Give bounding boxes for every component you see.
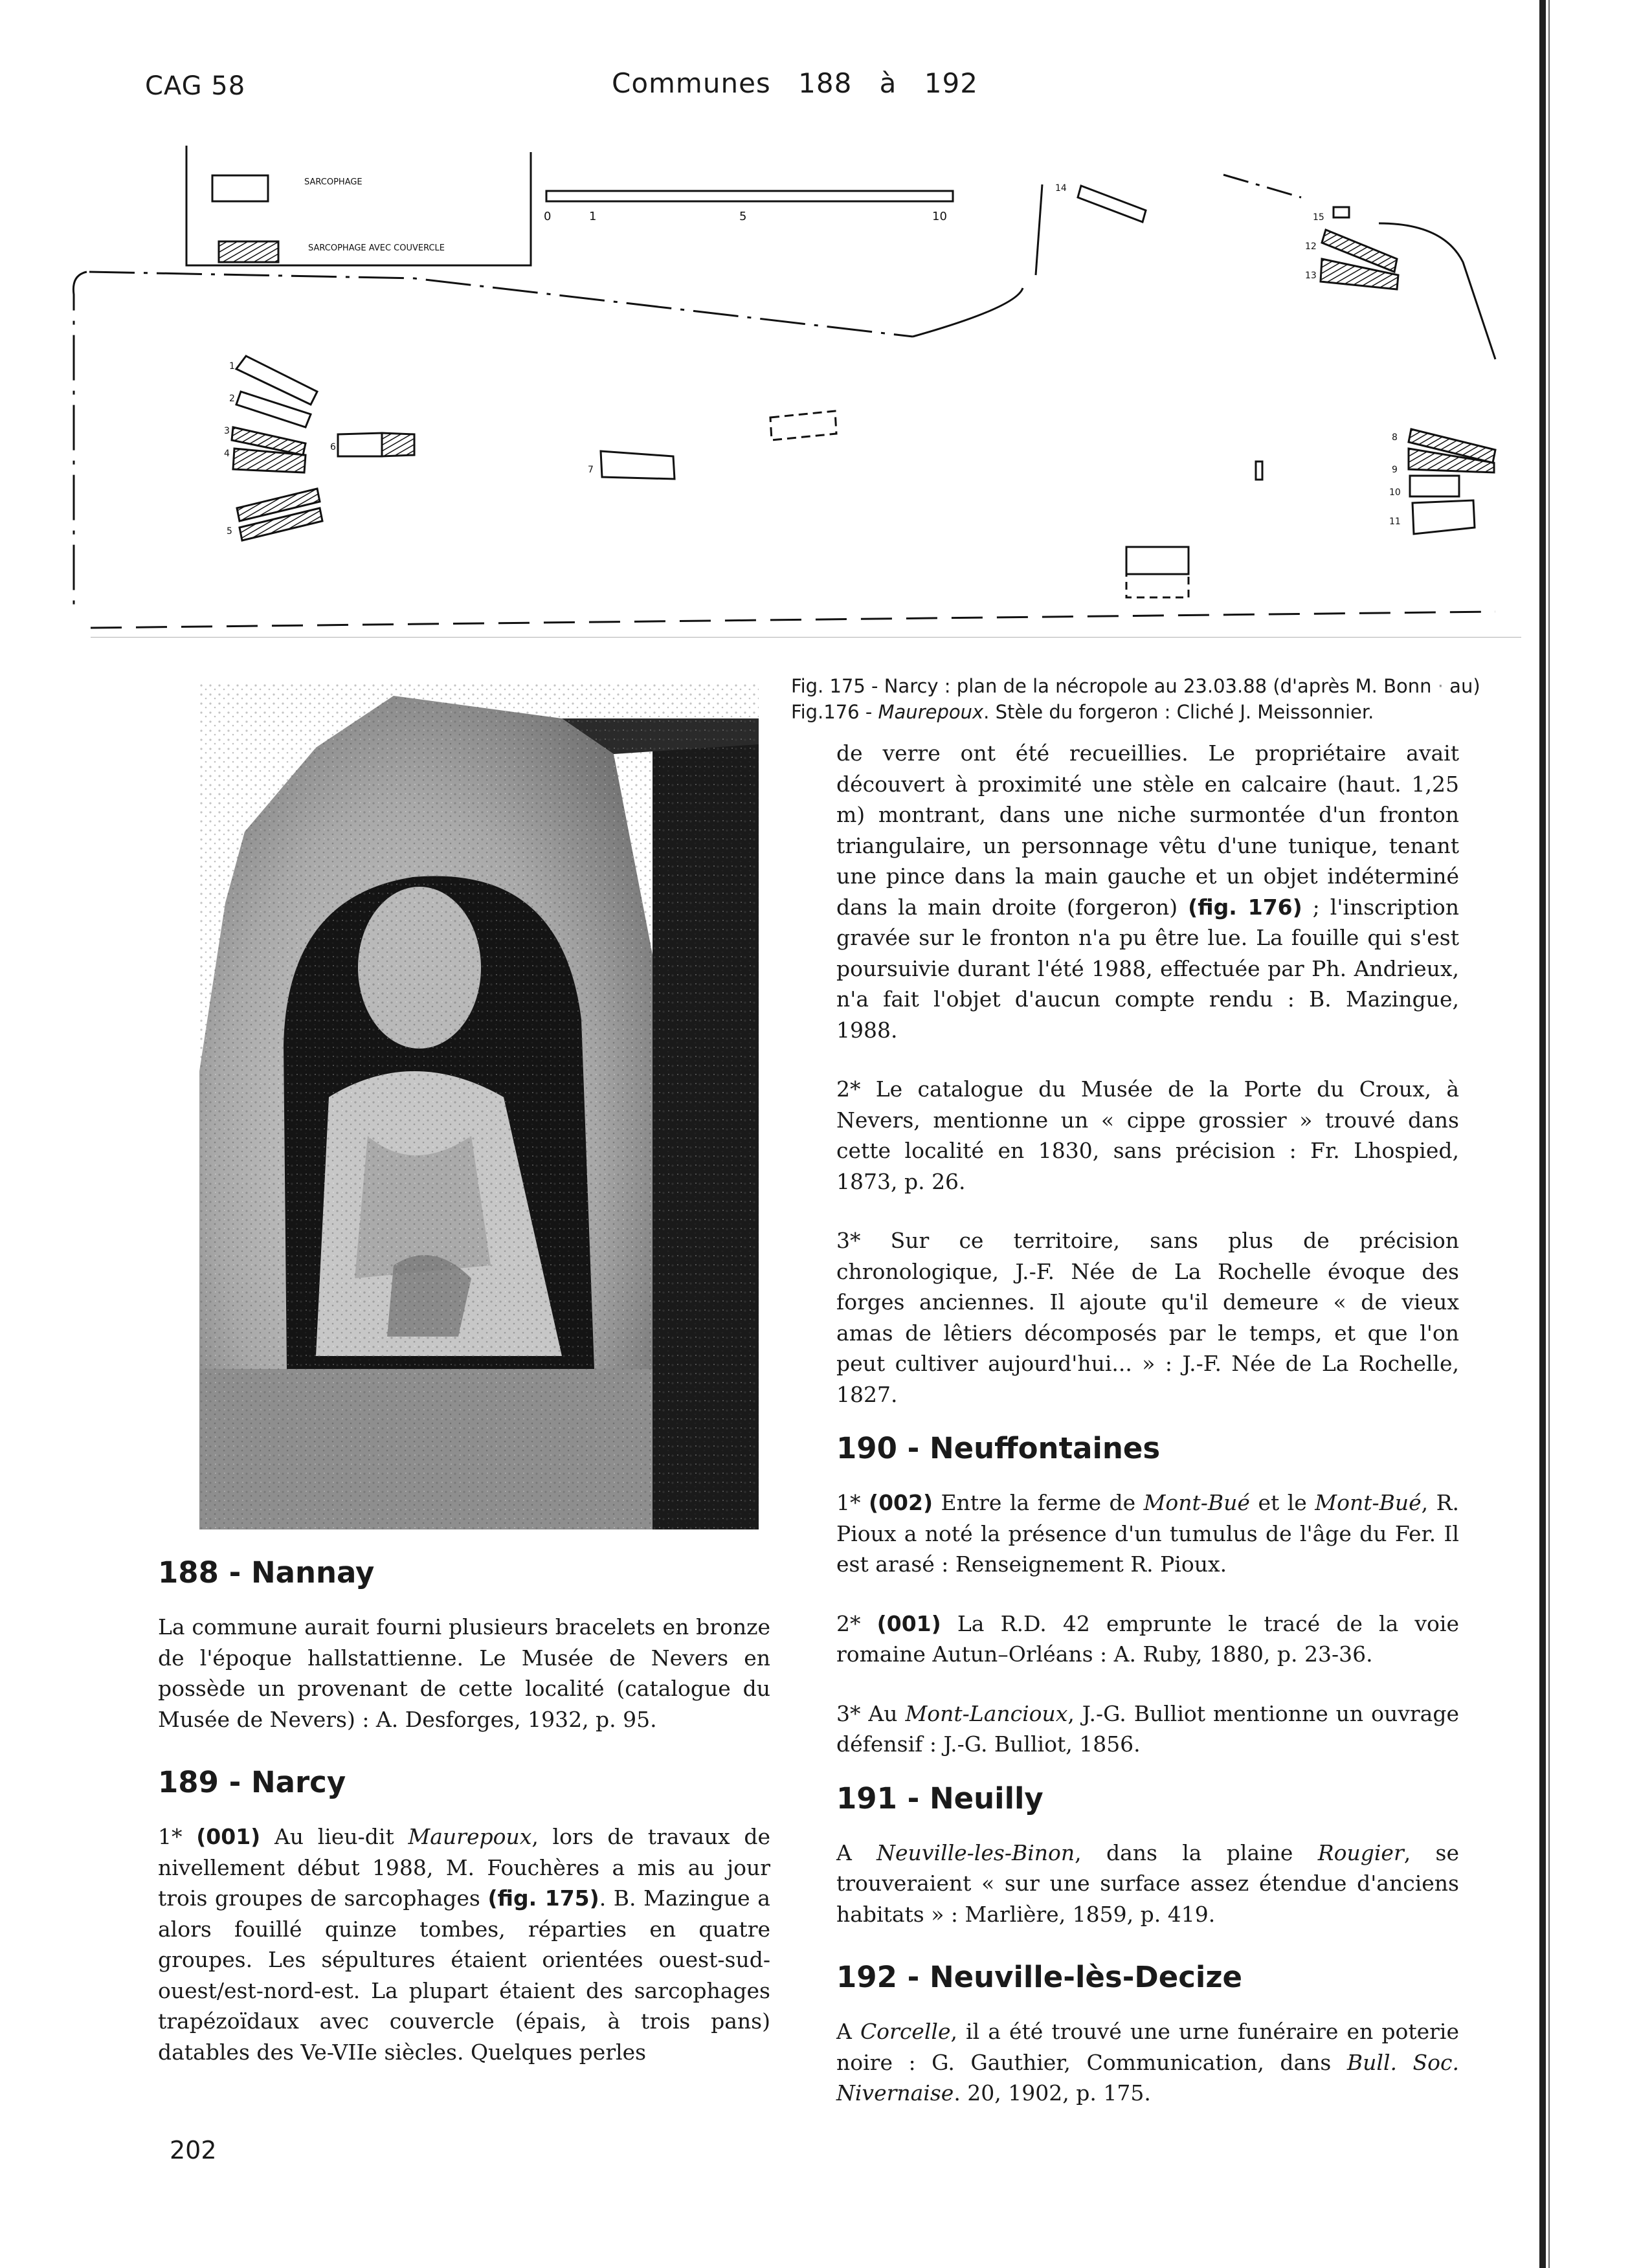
tomb-2 [236,392,311,427]
tomb-number-15: 15 [1313,212,1324,223]
section-191-text: A Neuville-les-Binon, dans la plaine Rougier, se trouveraient « sur une surface assez étendue d'anciens habitats » : Marlière, 1859, p. 419. [836,1840,1459,1927]
section-188-text: La commune aurait fourni plusieurs bracelets en bronze de l'époque hallstattienne. Le Musée de Nevers en possède un provenant de cette localité (catalogue du Musée de Nevers) : A. Desforges, 1932, p. 95. [158,1614,770,1732]
tomb-1 [236,356,317,405]
tomb-number-12: 12 [1305,241,1317,252]
legend-sarcophage-symbol [212,175,268,201]
tomb-number-10: 10 [1389,487,1401,498]
section-189-continuation: de verre ont été recueillies. Le propriétaire avait découvert à proximité une stèle en calcaire (haut. 1,25 m) montrant, dans une niche surmontée d'un fronton triangulaire, un personnage vêtu d'une tunique, tenant une pince dans la main gauche et un objet indéterminé dans la main droite (forgeron) (fig. 176) ; l'inscription gravée sur le fronton n'a pu être lue. La fouille qui s'est poursuivie durant l'été 1988, effectuée par Ph. Andrieux, n'a fait l'objet d'aucun compte rendu : B. Mazingue, 1988. [836,740,1460,1043]
section-192-title: 192 - Neuville-lès-Decize [836,1960,1243,1994]
page-edge-shadow [1539,0,1546,2268]
enclosure-boundary [73,272,87,612]
caption-fig-175: Fig. 175 - Narcy : plan de la nécropole au 23.03.88 (d'après M. Bonn · au) [791,675,1480,697]
legend-couvercle-label: SARCOPHAGE AVEC COUVERCLE [308,243,445,253]
figure-captions [791,673,1542,725]
section-192-text: A Corcelle, il a été trouvé une urne funéraire en poterie noire : G. Gauthier, Communication, dans Bull. Soc. Nivernaise. 20, 1902, p. 175. [836,2019,1459,2106]
tomb-number-1: 1 [229,361,235,372]
section-188-title: 188 - Nannay [158,1555,375,1590]
running-header-center: Communes 188 à 192 [612,67,978,99]
tomb-bottom [1126,547,1189,574]
caption-fig-176: Fig.176 - Maurepoux. Stèle du forgeron : Cliché J. Meissonnier. [791,701,1374,723]
scale-label-0: 0 [544,210,552,223]
page-number: 202 [170,2136,217,2164]
tomb-number-3: 3 [224,426,230,436]
section-190-paragraph-2: 2* (001) La R.D. 42 emprunte le tracé de la voie romaine Autun–Orléans : A. Ruby, 1880, p. 23-36. [836,1610,1460,1667]
tomb-number-9: 9 [1392,465,1398,475]
section-190-paragraph-3: 3* Au Mont-Lancioux, J.-G. Bulliot mentionne un ouvrage défensif : J.-G. Bulliot, 1856. [836,1700,1459,1757]
scale-label-5: 5 [739,210,747,223]
legend-couvercle-symbol [219,241,278,262]
scale-bar [546,191,953,201]
tomb-number-6: 6 [330,442,336,452]
tomb-bottom-dashed [1126,574,1189,597]
tomb-number-4: 4 [224,449,230,459]
right-column [836,738,1459,2109]
tomb-11 [1412,500,1475,534]
section-190-title: 190 - Neuffontaines [836,1431,1161,1465]
tomb-small [1256,461,1262,480]
section-190-paragraph-1: 1* (002) Entre la ferme de Mont-Bué et le Mont-Bué, R. Pioux a noté la présence d'un tumulus de l'âge du Fer. Il est arasé : Renseignement R. Pioux. [836,1490,1459,1577]
tomb-15 [1334,207,1349,217]
scale-label-1: 1 [589,210,597,223]
section-189-paragraph-2: 2* Le catalogue du Musée de la Porte du Croux, à Nevers, mentionne un « cippe grossier » trouvé dans cette localité en 1830, sans précision : Fr. Lhospied, 1873, p. 26. [836,1076,1459,1194]
running-header-left: CAG 58 [145,71,246,101]
tomb-number-8: 8 [1392,432,1398,443]
tomb-number-2: 2 [229,394,235,404]
scale-label-10: 10 [932,210,947,223]
legend-sarcophage-label: SARCOPHAGE [304,177,363,187]
section-189-paragraph-1: 1* (001) Au lieu-dit Maurepoux, lors de travaux de nivellement début 1988, M. Fouchères a mis au jour trois groupes de sarcophages (fig. 175). B. Mazingue a alors fouillé quinze tombes, réparties en quatre groupes. Les sépultures étaient orientées ouest-sud-ouest/est-nord-est. La plupart étaient des sarcophages trapézoïdaux avec couvercle (épais, à trois pans) datables des Ve-VIIe siècles. Quelques perles [158,1824,770,2065]
tomb-number-13: 13 [1305,271,1317,281]
page-edge-line [1548,0,1550,2268]
tomb-6a [338,433,382,456]
tomb-number-7: 7 [588,465,594,475]
section-191-title: 191 - Neuilly [836,1781,1044,1816]
tomb-6b [382,433,414,456]
section-189-paragraph-3: 3* Sur ce territoire, sans plus de précision chronologique, J.-F. Née de La Rochelle évoque des forges anciennes. Il ajoute qu'il demeure « de vieux amas de lêtiers décomposés par le temps, et que l'on peut cultiver aujourd'hui... » : J.-F. Née de La Rochelle, 1827. [836,1228,1459,1407]
tomb-10 [1410,476,1459,496]
left-column [158,1553,770,2067]
necropolis-plan [71,146,1521,638]
tomb-number-14: 14 [1055,183,1067,194]
section-189-title: 189 - Narcy [158,1765,346,1799]
tomb-number-11: 11 [1389,517,1401,527]
stele-photograph [199,683,759,1529]
tomb-7 [601,451,675,479]
tomb-number-5: 5 [227,526,232,537]
tomb-14 [1078,186,1146,222]
tomb-center [770,411,836,440]
